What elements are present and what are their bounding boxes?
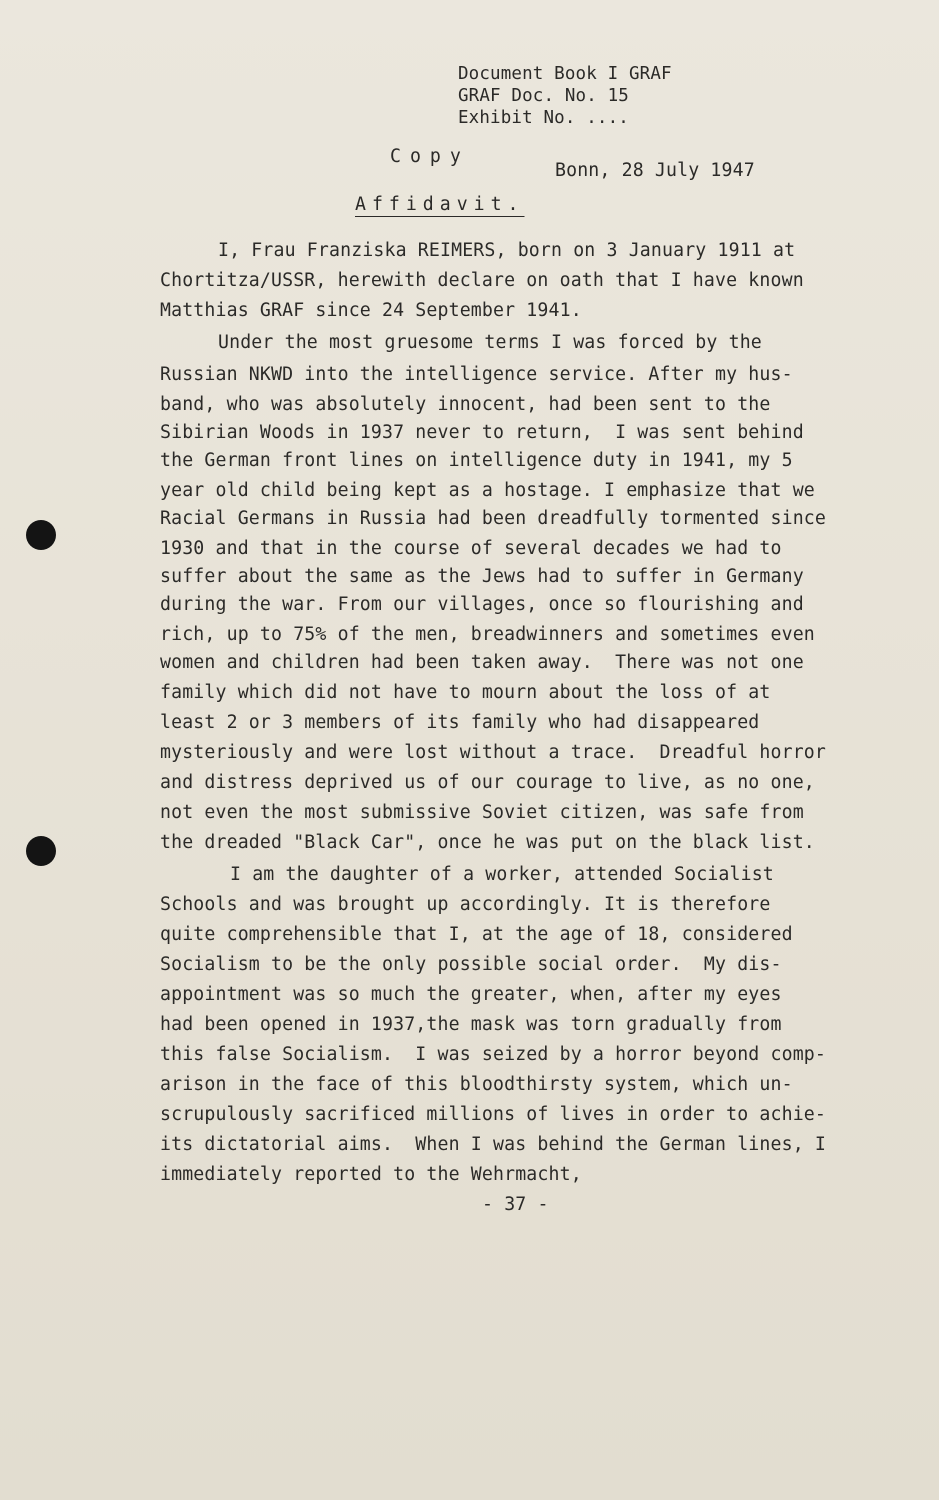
- body-line: Chortitza/USSR, herewith declare on oath that I have known: [160, 270, 804, 291]
- body-line: Racial Germans in Russia had been dreadfully tormented since: [160, 508, 826, 529]
- body-line: suffer about the same as the Jews had to suffer in Germany: [160, 566, 804, 587]
- body-line: women and children had been taken away. There was not one: [160, 652, 804, 673]
- body-line: quite comprehensible that I, at the age of 18, considered: [160, 924, 793, 945]
- header-exhibit-number: Exhibit No. ....: [458, 108, 629, 128]
- body-line: Schools and was brought up accordingly. It is therefore: [160, 894, 771, 915]
- body-line: had been opened in 1937,the mask was torn gradually from: [160, 1014, 782, 1035]
- body-line: arison in the face of this bloodthirsty system, which un-: [160, 1074, 793, 1095]
- body-line: rich, up to 75% of the men, breadwinners and sometimes even: [160, 624, 815, 645]
- body-line: immediately reported to the Wehrmacht,: [160, 1164, 582, 1185]
- page-number: - 37 -: [482, 1194, 549, 1215]
- body-line: the dreaded "Black Car", once he was put on the black list.: [160, 832, 815, 853]
- body-line: appointment was so much the greater, when, after my eyes: [160, 984, 782, 1005]
- header-document-book: Document Book I GRAF: [458, 64, 672, 84]
- body-line: Socialism to be the only possible social order. My dis-: [160, 954, 782, 975]
- body-line: Russian NKWD into the intelligence service. After my hus-: [160, 364, 793, 385]
- body-line: Under the most gruesome terms I was forced by the: [218, 332, 762, 353]
- body-line: during the war. From our villages, once so flourishing and: [160, 594, 804, 615]
- document-title: Affidavit.: [355, 194, 525, 215]
- punch-hole-top: [26, 520, 56, 550]
- body-line: band, who was absolutely innocent, had been sent to the: [160, 394, 771, 415]
- body-line: year old child being kept as a hostage. I emphasize that we: [160, 480, 815, 501]
- copy-label: Copy: [390, 146, 470, 167]
- body-line: I, Frau Franziska REIMERS, born on 3 January 1911 at: [218, 240, 796, 261]
- body-line: not even the most submissive Soviet citizen, was safe from: [160, 802, 804, 823]
- body-line: this false Socialism. I was seized by a horror beyond comp-: [160, 1044, 826, 1065]
- punch-hole-bottom: [26, 836, 56, 866]
- body-line: Matthias GRAF since 24 September 1941.: [160, 300, 582, 321]
- body-line: and distress deprived us of our courage to live, as no one,: [160, 772, 815, 793]
- body-line: 1930 and that in the course of several decades we had to: [160, 538, 782, 559]
- body-line: its dictatorial aims. When I was behind the German lines, I: [160, 1134, 826, 1155]
- body-line: I am the daughter of a worker, attended Socialist: [230, 864, 774, 885]
- body-line: mysteriously and were lost without a trace. Dreadful horror: [160, 742, 826, 763]
- body-line: scrupulously sacrificed millions of lives in order to achie-: [160, 1104, 826, 1125]
- body-line: Sibirian Woods in 1937 never to return, I was sent behind: [160, 422, 804, 443]
- body-line: the German front lines on intelligence duty in 1941, my 5: [160, 450, 793, 471]
- place-date: Bonn, 28 July 1947: [555, 160, 755, 181]
- body-line: least 2 or 3 members of its family who had disappeared: [160, 712, 760, 733]
- header-doc-number: GRAF Doc. No. 15: [458, 86, 629, 106]
- body-line: family which did not have to mourn about the loss of at: [160, 682, 771, 703]
